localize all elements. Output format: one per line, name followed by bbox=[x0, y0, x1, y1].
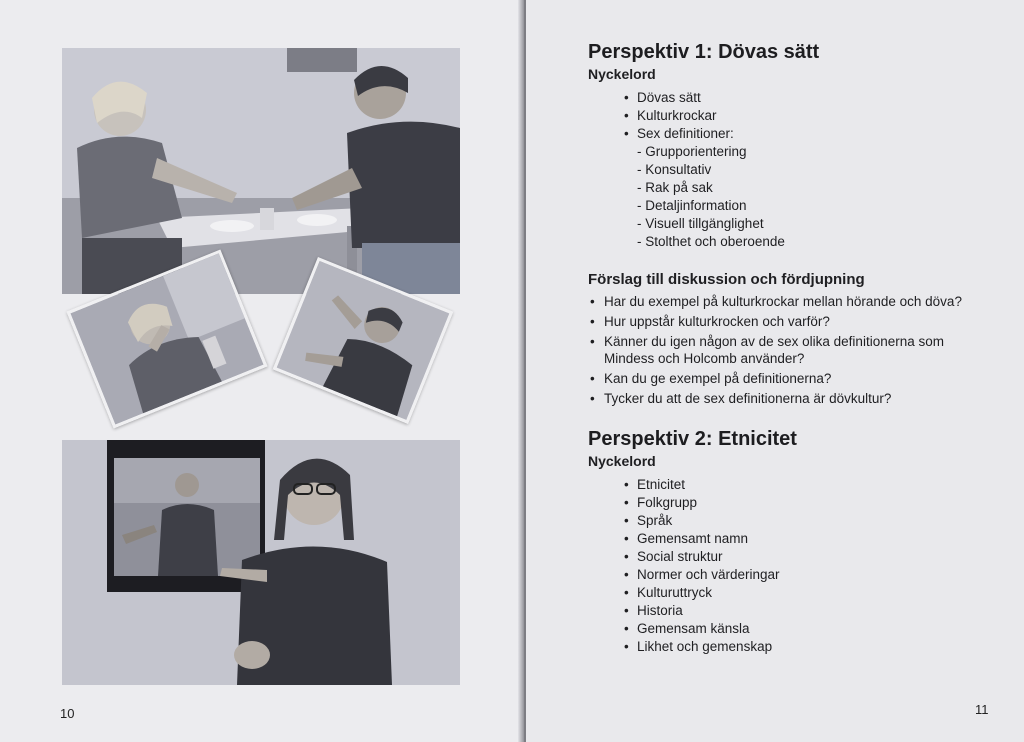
keyword-item: • Normer och värderingar bbox=[624, 566, 988, 584]
definition-item: - Stolthet och oberoende bbox=[637, 234, 785, 249]
right-page-text bbox=[588, 40, 988, 656]
page-number-left: 10 bbox=[60, 706, 75, 721]
perspective2-keywords-heading: Nyckelord bbox=[588, 453, 656, 469]
keyword-item: • Sex definitioner: bbox=[624, 125, 988, 143]
page-number-right: 11 bbox=[975, 702, 989, 717]
definition-item: - Rak på sak bbox=[637, 180, 713, 195]
discussion-question-list bbox=[588, 293, 988, 407]
keyword-item: • Gemensamt namn bbox=[624, 530, 988, 548]
definition-item: - Grupporientering bbox=[637, 144, 747, 159]
discussion-question: • Har du exempel på kulturkrockar mellan hörande och döva? bbox=[588, 293, 988, 310]
photo-woman-pointing-screen bbox=[62, 440, 460, 685]
keyword-item: • Kulturuttryck bbox=[624, 584, 988, 602]
definition-item: - Detaljinformation bbox=[637, 198, 747, 213]
definition-item: - Visuell tillgänglighet bbox=[637, 216, 764, 231]
discussion-question: • Hur uppstår kulturkrocken och varför? bbox=[588, 313, 988, 330]
keyword-item: • Etnicitet bbox=[624, 476, 988, 494]
discussion-question: • Tycker du att de sex definitionerna är dövkultur? bbox=[588, 390, 988, 407]
keyword-item: • Likhet och gemenskap bbox=[624, 638, 988, 656]
perspective2-title: Perspektiv 2: Etnicitet bbox=[588, 428, 797, 450]
keyword-item: • Folkgrupp bbox=[624, 494, 988, 512]
definition-item: - Konsultativ bbox=[637, 162, 712, 177]
perspective1-title: Perspektiv 1: Dövas sätt bbox=[588, 41, 820, 63]
keyword-item: • Dövas sätt bbox=[624, 89, 988, 107]
discussion-question: • Kan du ge exempel på definitionerna? bbox=[588, 370, 988, 387]
perspective2-keyword-list bbox=[624, 476, 988, 656]
perspective1-keyword-list bbox=[624, 89, 988, 251]
perspective1-keywords-heading: Nyckelord bbox=[588, 66, 656, 82]
keyword-item: • Gemensam känsla bbox=[624, 620, 988, 638]
keyword-item: • Språk bbox=[624, 512, 988, 530]
discussion-question: • Känner du igen någon av de sex olika definitionerna som Mindess och Holcomb använder? bbox=[588, 333, 988, 367]
discussion-heading: Förslag till diskussion och fördjupning bbox=[588, 271, 865, 288]
photo-dining-conversation bbox=[62, 48, 460, 294]
keyword-item: • Kulturkrockar bbox=[624, 107, 988, 125]
keyword-item: • Social struktur bbox=[624, 548, 988, 566]
keyword-item: • Historia bbox=[624, 602, 988, 620]
perspective2-section bbox=[588, 427, 988, 656]
